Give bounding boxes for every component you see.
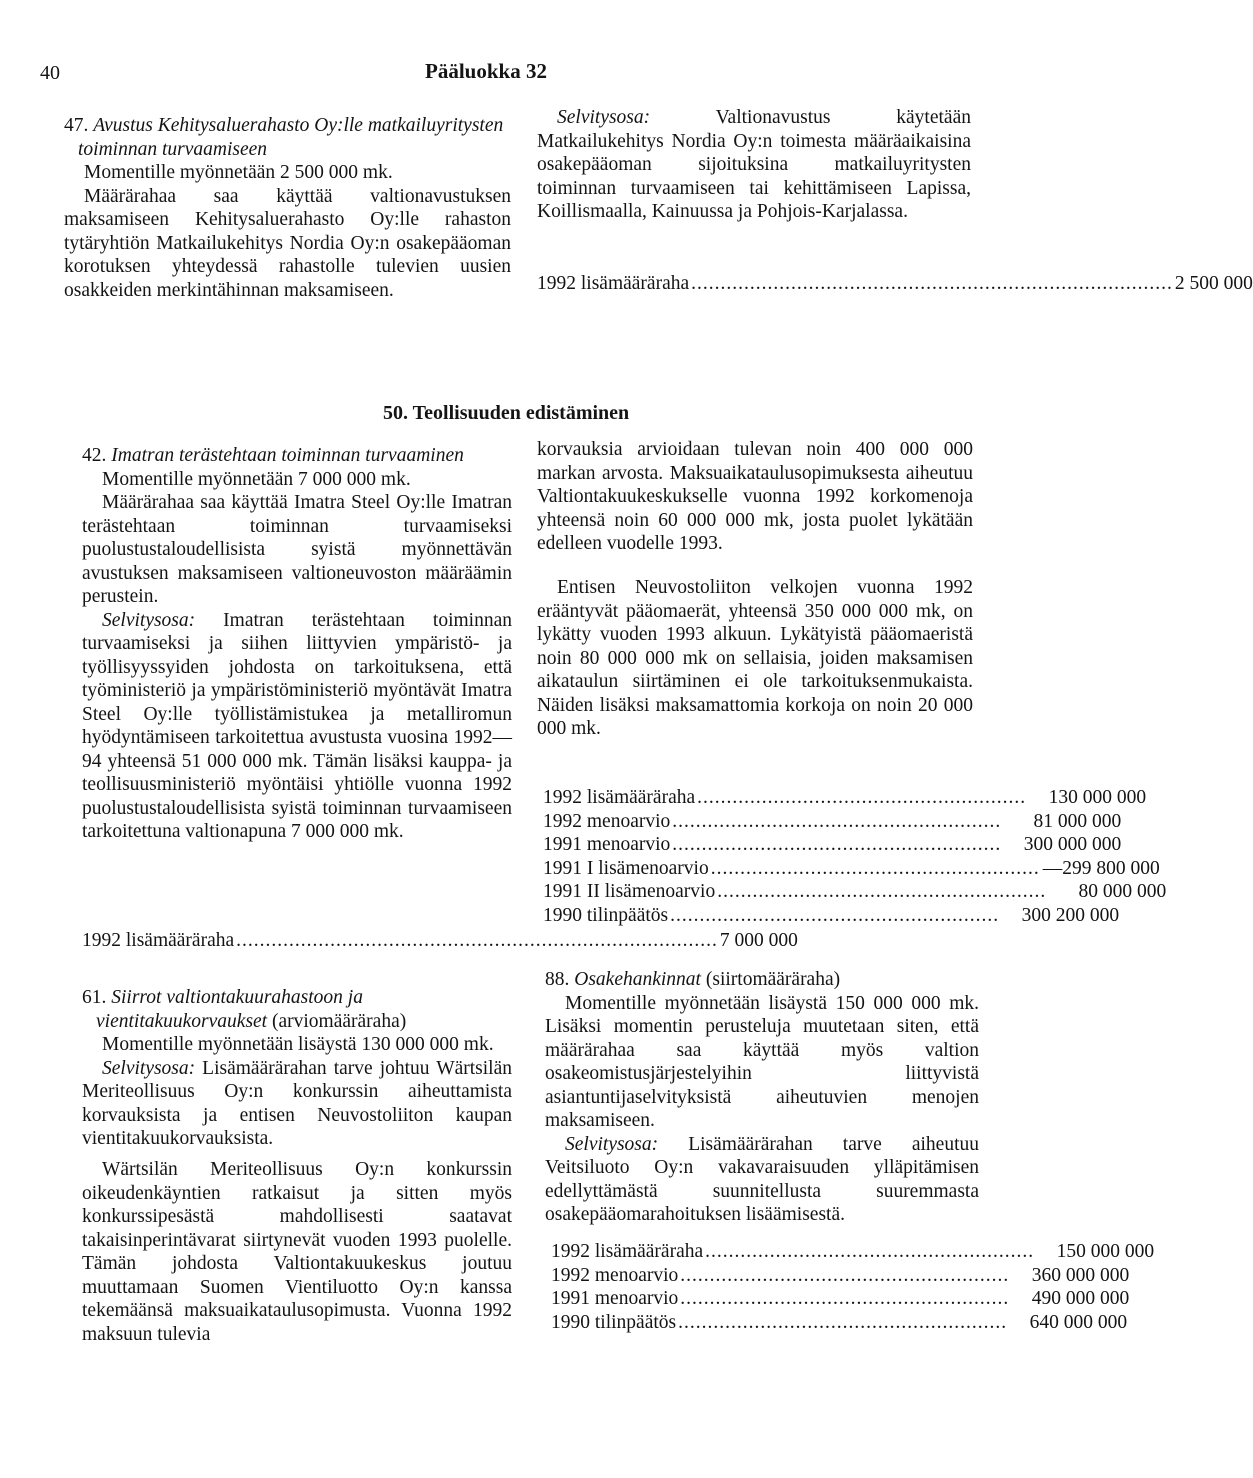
leader-dots: ........................................................ bbox=[710, 857, 1040, 879]
item-61-para-3-box bbox=[537, 576, 973, 741]
row-amount: 640 000 000 bbox=[1029, 1311, 1128, 1333]
table-row bbox=[543, 786, 1147, 810]
item-42-selvitys-para bbox=[82, 609, 512, 844]
row-amount: 130 000 000 bbox=[1048, 787, 1147, 808]
item-88-title: Osakehankinnat bbox=[574, 969, 701, 990]
item-61-para-2: Wärtsilän Meriteollisuus Oy:n konkurssin oikeudenkäyntien ratkaisut ja sitten myös konkurssipesästä mahdollisesti saatavat takaisinperintävarat siirtynevät vuoden 1993 puolelle. Tämän johdosta Valtiontakuukeskus joutuu muuttamaan Suomen Vientiluotto Oy:n kanssa tekemäänsä maksuaikataulusopimusta. Vuonna 1992 maksuun tulevia bbox=[82, 1159, 512, 1345]
row-amount: 360 000 000 bbox=[1031, 1264, 1130, 1286]
row-amount: 300 200 000 bbox=[1021, 904, 1120, 926]
leader-dots: .................................................................................. bbox=[691, 273, 1173, 294]
item-88-number: 88. bbox=[545, 969, 570, 990]
selvitysosa-label: Selvitysosa: bbox=[102, 609, 196, 631]
table-row bbox=[543, 810, 1122, 834]
leader-dots: ........................................................ bbox=[678, 1311, 1008, 1333]
item-47-body: Määrärahaa saa käyttää valtionavustuksen maksamiseen Kehitysaluerahasto Oy:lle rahaston tytäryhtiön Matkailukehitys Nordia Oy:n osakepääoman korotuksen yhteydessä rahastolle tulevien uusien osakkeiden merkintähinnan maksamiseen. bbox=[64, 185, 511, 301]
row-label: 1992 lisämääräraha bbox=[543, 787, 696, 808]
row-amount: 80 000 000 bbox=[1078, 881, 1167, 902]
item-47-selvitys bbox=[537, 106, 971, 224]
selvitysosa-label: Selvitysosa: bbox=[565, 1133, 659, 1155]
row-amount: —299 800 000 bbox=[1042, 857, 1160, 879]
page-title: Pääluokka 32 bbox=[425, 59, 547, 83]
item-42-title-para bbox=[82, 444, 512, 468]
row-label: 1990 tilinpäätös bbox=[543, 904, 669, 926]
item-42-selvitys-text: Imatran terästehtaan toiminnan turvaamiseksi ja siihen liittyvien ympäristö- ja työllisyyssyiden johdosta on tarkoituksena, että työministeriö ja ympäristöministeriö myöntävät Imatra Steel Oy:lle työllistämistukea ja metalliromun hyödyntämiseen tarkoitettua avustusta vuosina 1992—94 yhteensä 51 000 000 mk. Tämän lisäksi kauppa- ja teollisuusministeriö myöntäisi yhtiölle vuonna 1992 puolustustaloudellisista syistä toiminnan turvaamiseen tarkoitettuna valtionapuna 7 000 000 mk. bbox=[82, 609, 512, 842]
item-88-selvitys-text: Lisämäärärahan tarve aiheutuu Veitsiluoto Oy:n vakavaraisuuden ylläpitämisen edellyttämästä suunnitellusta suuremmasta osakepääomarahoituksen lisäämisestä. bbox=[545, 1133, 979, 1225]
row-amount: 300 000 000 bbox=[1023, 834, 1122, 855]
leader-dots: ........................................................ bbox=[672, 810, 1002, 832]
item-61-title-suffix: (arviomääräraha) bbox=[271, 1010, 407, 1032]
leader-dots: ........................................................ bbox=[717, 881, 1047, 902]
item-61-number: 61. bbox=[82, 987, 107, 1008]
item-88-title-para bbox=[545, 968, 979, 992]
amount-value: 7 000 000 bbox=[719, 930, 798, 951]
item-61-para-2-continued bbox=[537, 438, 973, 556]
item-61-title: Siirrot valtiontakuurahastoon ja vientitakuukorvaukset bbox=[96, 987, 363, 1032]
item-42-title: Imatran terästehtaan toiminnan turvaaminen bbox=[111, 445, 464, 466]
item-47 bbox=[64, 114, 511, 302]
table-row bbox=[543, 857, 1160, 881]
row-label: 1992 menoarvio bbox=[543, 810, 671, 832]
table-row bbox=[543, 904, 1120, 928]
item-47-amount-row bbox=[537, 272, 1253, 296]
table-row bbox=[551, 1287, 1130, 1311]
item-88-table bbox=[551, 1240, 1155, 1334]
leader-dots: ........................................................ bbox=[680, 1264, 1010, 1286]
leader-dots: ........................................................ bbox=[705, 1241, 1035, 1262]
item-61-grant: Momentille myönnetään lisäystä 130 000 000 mk. bbox=[102, 1034, 494, 1055]
selvitysosa-label: Selvitysosa: bbox=[557, 107, 651, 128]
item-42-number: 42. bbox=[82, 445, 107, 466]
row-amount: 81 000 000 bbox=[1033, 810, 1122, 832]
item-88-title-suffix: (siirtomääräraha) bbox=[705, 969, 841, 990]
leader-dots: ........................................................ bbox=[680, 1288, 1010, 1309]
leader-dots: ........................................................ bbox=[697, 787, 1027, 808]
item-47-title: Avustus Kehitysaluerahasto Oy:lle matkailuyritysten toiminnan turvaamiseen bbox=[78, 115, 504, 160]
item-61-selvitys-para bbox=[82, 1057, 512, 1151]
item-42-grant: Momentille myönnetään 7 000 000 mk. bbox=[102, 468, 411, 490]
row-label: 1991 II lisämenoarvio bbox=[543, 881, 716, 902]
row-amount: 150 000 000 bbox=[1056, 1241, 1155, 1262]
item-61-para-2-tail: korvauksia arvioidaan tulevan noin 400 000 000 markan arvosta. Maksuaikataulusopimuksesta aiheutuu Valtiontakuukeskukselle vuonna 1992 korkomenoja yhteensä noin 60 000 000 mk, josta puolet lykätään edelleen vuodelle 1993. bbox=[537, 439, 973, 554]
leader-dots: .................................................................................. bbox=[236, 930, 718, 951]
item-88-selvitys-para bbox=[545, 1133, 979, 1227]
row-label: 1991 menoarvio bbox=[543, 834, 671, 855]
amount-value: 2 500 000 bbox=[1174, 273, 1253, 294]
row-label: 1992 menoarvio bbox=[551, 1264, 679, 1286]
table-row bbox=[543, 880, 1167, 904]
item-88 bbox=[545, 968, 979, 1227]
table-row bbox=[543, 833, 1122, 857]
item-47-title-para bbox=[64, 114, 511, 161]
row-label: 1991 I lisämenoarvio bbox=[543, 857, 709, 879]
item-88-grant: Momentille myönnetään lisäystä 150 000 000 mk. Lisäksi momentin perusteluja muutetaan siten, että määrärahaa saa käyttää myös valtion osakeomistusjärjestelyihin liittyvistä asiantuntijaselvityksistä aiheutuvien menojen maksamiseen. bbox=[545, 992, 979, 1131]
item-61 bbox=[82, 986, 512, 1151]
row-amount: 490 000 000 bbox=[1031, 1288, 1130, 1309]
amount-label: 1992 lisämääräraha bbox=[82, 930, 235, 951]
row-label: 1990 tilinpäätös bbox=[551, 1311, 677, 1333]
item-61-para-3: Entisen Neuvostoliiton velkojen vuonna 1992 erääntyvät pääomaerät, yhteensä 350 000 000 mk, on lykätty vuoden 1993 alkuun. Lykätyistä pääomaeristä noin 80 000 000 mk on sellaisia, joiden maksamisen aikataulun siirtäminen ei ole tarkoituksenmukaista. Näiden lisäksi maksamattomia korkoja on noin 20 000 000 mk. bbox=[537, 577, 973, 739]
item-42-body: Määrärahaa saa käyttää Imatra Steel Oy:lle Imatran terästehtaan toiminnan turvaamiseksi puolustustaloudellisista syistä myönnettävän avustuksen maksamiseen valtioneuvoston määräämin perustein. bbox=[82, 492, 512, 607]
amount-label: 1992 lisämääräraha bbox=[537, 273, 690, 294]
item-61-table bbox=[543, 786, 1167, 927]
item-47-selvitys-para bbox=[537, 106, 971, 224]
row-label: 1992 lisämääräraha bbox=[551, 1241, 704, 1262]
item-47-selvitys-text: Valtionavustus käytetään Matkailukehitys Nordia Oy:n toimesta määräaikaisina osakepääoman sijoituksina matkailuyritysten toiminnan turvaamiseen tai kehittämiseen Lapissa, Koillismaalla, Kainuussa ja Pohjois-Karjalassa. bbox=[537, 107, 971, 222]
item-47-grant: Momentille myönnetään 2 500 000 mk. bbox=[84, 162, 393, 183]
item-61-selvitys-text: Lisämäärärahan tarve johtuu Wärtsilän Meriteollisuus Oy:n konkurssin aiheuttamista korvauksista ja entisen Neuvostoliiton kaupan vientitakuukorvauksista. bbox=[82, 1057, 513, 1149]
item-42-amount-row bbox=[82, 929, 798, 953]
table-row bbox=[551, 1264, 1130, 1288]
table-row bbox=[551, 1311, 1128, 1335]
selvitysosa-label: Selvitysosa: bbox=[102, 1057, 196, 1079]
page-number: 40 bbox=[40, 62, 60, 84]
item-61-continued bbox=[82, 1158, 512, 1346]
item-61-title-para bbox=[82, 986, 512, 1033]
row-label: 1991 menoarvio bbox=[551, 1288, 679, 1309]
table-row bbox=[551, 1240, 1155, 1264]
leader-dots: ........................................................ bbox=[672, 834, 1002, 855]
section-heading: 50. Teollisuuden edistäminen bbox=[383, 402, 630, 424]
item-47-number: 47. bbox=[64, 115, 89, 136]
item-42 bbox=[82, 444, 512, 844]
leader-dots: ........................................................ bbox=[670, 904, 1000, 926]
